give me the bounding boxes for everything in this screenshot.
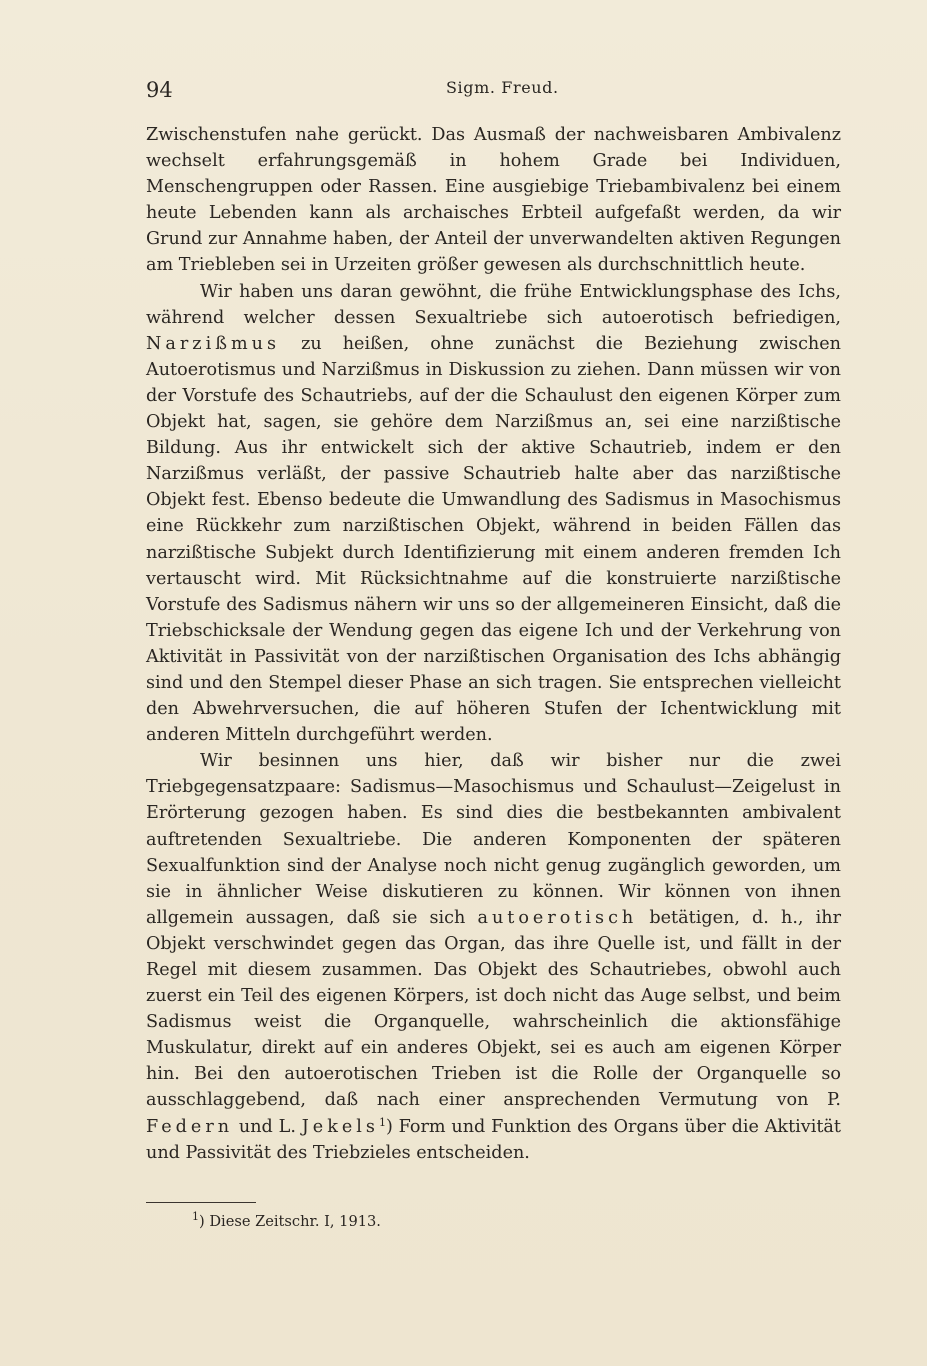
paragraph-2-part-a: Wir haben uns daran gewöhnt, die frühe Entwicklungsphase des Ichs, während welcher dessen Sexualtriebe sich autoerotisch befriedigen, — [146, 281, 841, 328]
paragraph-2-part-b: zu heißen, ohne zunächst die Beziehung zwischen Autoerotismus und Narzißmus in Diskussion zu ziehen. Dann müssen wir von der Vorstufe des Schautriebs, auf der die Schaulust den eigenen Körper zum Objekt hat, sagen, sie gehöre dem Narzißmus an, sei eine narzißtische Bildung. Aus ihr entwickelt sich der aktive Schautrieb, indem er den Narzißmus verläßt, der passive Schautrieb halte aber das narzißtische Objekt fest. Ebenso bedeute die Umwandlung des Sadismus in Masochismus eine Rückkehr zum narzißtischen Objekt, während in beiden Fällen das narzißtische Subjekt durch Identifizierung mit einem anderen fremden Ich vertauscht wird. Mit Rücksichtnahme auf die konstruierte narzißtische Vorstufe des Sadismus nähern wir uns so der allgemeineren Einsicht, daß die Triebschicksale der Wendung gegen das eigene Ich und der Verkehrung von Aktivität in Passivität von der narzißtischen Organisation des Ichs abhängig sind und den Stempel dieser Phase an sich tragen. Sie entsprechen vielleicht den Abwehrversuchen, die auf höheren Stufen der Ichentwicklung mit anderen Mitteln durchgeführt werden. — [146, 333, 841, 746]
emphasis-jekels: Jekels — [301, 1116, 379, 1137]
emphasis-federn: Federn — [146, 1116, 234, 1137]
emphasis-narzissmus: Narzißmus — [146, 333, 280, 354]
running-title: Sigm. Freud. — [446, 78, 559, 97]
footnote-divider — [146, 1202, 256, 1203]
emphasis-autoerotisch: autoerotisch — [477, 907, 638, 928]
paragraph-2 — [146, 279, 841, 749]
paragraph-3 — [146, 748, 841, 1166]
footnote-text: ) Diese Zeitschr. I, 1913. — [199, 1213, 381, 1230]
page-header — [146, 78, 841, 108]
page-number: 94 — [146, 78, 173, 102]
footnote-marker: 1 — [192, 1210, 199, 1223]
paragraph-3-part-a: Wir besinnen uns hier, daß wir bisher nur die zwei Triebgegensatzpaare: Sadismus—Masochismus und Schaulust—Zeigelust in Erörterung gezogen haben. Es sind dies die bestbekannten ambivalent auftretenden Sexualtriebe. Die anderen Komponenten der späteren Sexualfunktion sind der Analyse noch nicht genug zugänglich geworden, um sie in ähnlicher Weise diskutieren zu können. Wir können von ihnen allgemein aussagen, daß sie sich — [146, 751, 841, 928]
footnote — [192, 1212, 381, 1232]
paragraph-3-part-d: ) Form und Funktion des Organs über die Aktivität und Passivität des Triebzieles entscheiden. — [146, 1116, 841, 1163]
paragraph-3-part-b: betätigen, d. h., ihr Objekt verschwindet gegen das Organ, das ihre Quelle ist, und fällt in der Regel mit diesem zusammen. Das Objekt des Schautriebes, obwohl auch zuerst ein Teil des eigenen Körpers, ist doch nicht das Auge selbst, und beim Sadismus weist die Organquelle, wahrscheinlich die aktionsfähige Muskulatur, direkt auf ein anderes Objekt, sei es auch am eigenen Körper hin. Bei den autoerotischen Trieben ist die Rolle der Organquelle so ausschlaggebend, daß nach einer ansprechenden Vermutung von P. — [146, 907, 842, 1111]
footnote-reference: 1 — [378, 1115, 386, 1129]
body-text — [146, 122, 841, 1166]
paragraph-1: Zwischenstufen nahe gerückt. Das Ausmaß der nachweisbaren Ambivalenz wechselt erfahrungsgemäß in hohem Grade bei Individuen, Menschengruppen oder Rassen. Eine ausgiebige Triebambivalenz bei einem heute Lebenden kann als archaisches Erbteil aufgefaßt werden, da wir Grund zur Annahme haben, der Anteil der unverwandelten aktiven Regungen am Triebleben sei in Urzeiten größer gewesen als durchschnittlich heute. — [146, 125, 841, 276]
paragraph-3-part-c: und L. — [233, 1116, 302, 1137]
